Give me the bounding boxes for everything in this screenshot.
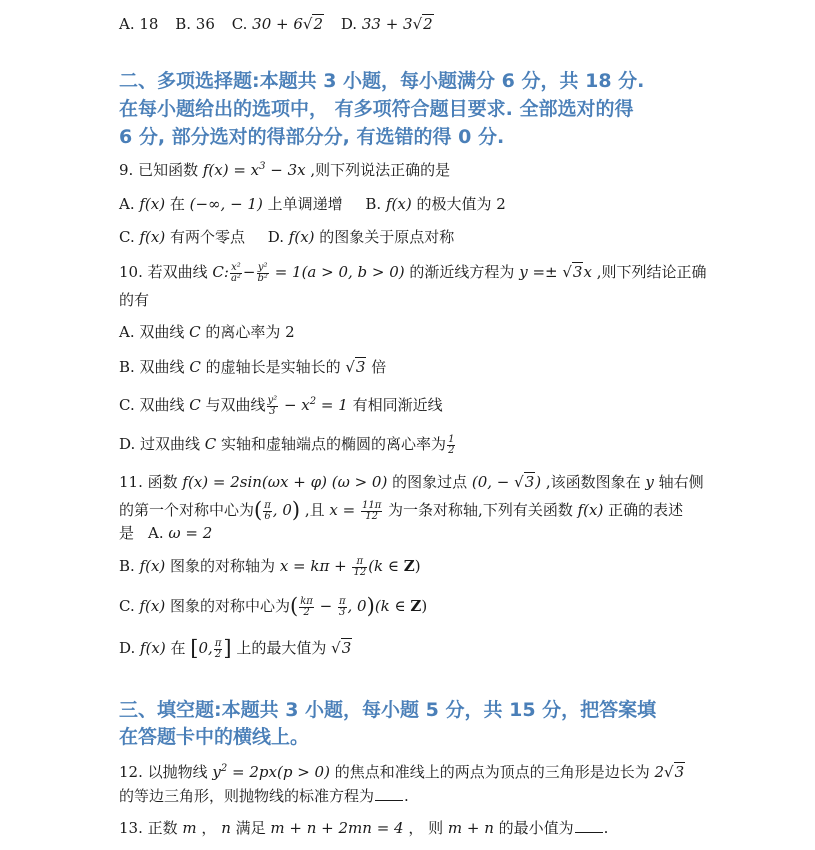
q11-option-c: C. f(x) 图象的对称中心为( $\frac{k\pi}{2}$ − $\frac{\pi}{3}$ , 0)(k ∈ Z) bbox=[119, 594, 428, 618]
q11-option-d: D. f(x) 在 [0, $\frac{\pi}{2}$ ] 上的最大值为 √3 bbox=[119, 636, 352, 660]
section2-heading-line3: 6 分, 部分选对的得部分分, 有选错的得 0 分. bbox=[119, 126, 505, 148]
q10-option-a: A. 双曲线 C 的离心率为 2 bbox=[119, 323, 295, 341]
q9-option-d: D. f(x) 的图象关于原点对称 bbox=[267, 228, 455, 246]
q9-options-cd bbox=[119, 227, 454, 247]
q10-option-c: C. 双曲线 C 与双曲线 $\frac{\text{y²}}{3}$ − $x^2 = 1$ 有相同渐近线 bbox=[119, 394, 443, 417]
q12-stem-line2: 的等边三角形，则抛物线的标准方程为 . bbox=[119, 787, 409, 805]
q10-stem-line2: 的有 bbox=[119, 291, 150, 309]
option-a: A. 18 bbox=[119, 15, 159, 33]
q11-stem-line3: 是 A. ω = 2 bbox=[119, 524, 213, 542]
q13-stem: 13. 正数 m ， n 满足 m + n + 2mn = 4 ， 则 m + n 的最小值为 . bbox=[119, 819, 609, 837]
q9-stem: 9. 已知函数 $f(x) = x^3 - 3x$ ,则下列说法正确的是 bbox=[119, 161, 451, 179]
q12-answer-blank bbox=[375, 788, 403, 801]
section3-heading-line2: 在答题卡中的横线上。 bbox=[119, 726, 310, 748]
option-b: B. 36 bbox=[175, 15, 215, 33]
option-c: C. 30 + 6√2 bbox=[231, 15, 324, 33]
q10-option-b: B. 双曲线 C 的虚轴长是实轴长的 √3 倍 bbox=[119, 358, 387, 376]
q11-stem-line2: 的第一个对称中心为( $\frac{\pi}{6}$ , 0) ,且 x = $\frac{11\pi}{12}$ 为一条对称轴,下列有关函数 f(x) 正确的表述 bbox=[119, 498, 684, 522]
q10-stem: 10. 若双曲线 C: $\frac{\text{x²}}{\text{a²}}$ − $\frac{\text{y²}}{\text{b²}}$ = 1(a > 0, b > 0) 的渐近线方程为 y =± √3x ,则下列结论正确 bbox=[119, 261, 707, 284]
section3-heading-line1: 三、填空题:本题共 3 小题，每小题 5 分，共 15 分，把答案填 bbox=[119, 699, 657, 721]
q10-option-d: D. 过双曲线 C 实轴和虚轴端点的椭圆的离心率为 $\frac{1}{2}$ bbox=[119, 433, 455, 456]
section2-heading-line2: 在每小题给出的选项中， 有多项符合题目要求. 全部选对的得 bbox=[119, 98, 634, 120]
q9-option-c: C. f(x) 有两个零点 bbox=[119, 228, 245, 246]
q9-option-a: A. f(x) 在 (−∞, − 1) 上单调递增 bbox=[119, 195, 343, 213]
q12-stem-line1: 12. 以抛物线 $y^2 = 2px(p > 0)$ 的焦点和准线上的两点为顶点的三角形是边长为 2√3 bbox=[119, 763, 685, 781]
q9-option-b: B. f(x) 的极大值为 2 bbox=[365, 195, 506, 213]
q11-stem-line1: 11. 函数 f(x) = 2sin(ωx + φ) (ω > 0) 的图象过点 (0, − √3) ,该函数图象在 y 轴右侧 bbox=[119, 473, 704, 491]
section2-heading-line1: 二、多项选择题:本题共 3 小题，每小题满分 6 分，共 18 分. bbox=[119, 70, 645, 92]
option-d: D. 33 + 3√2 bbox=[340, 15, 433, 33]
q9-options-ab bbox=[119, 194, 506, 214]
q8-options bbox=[119, 14, 434, 34]
q11-option-b: B. f(x) 图象的对称轴为 x = kπ + $\frac{\pi}{12}$ (k ∈ Z) bbox=[119, 555, 421, 578]
q13-answer-blank bbox=[575, 820, 603, 833]
q11-option-a: A. ω = 2 bbox=[148, 524, 213, 542]
